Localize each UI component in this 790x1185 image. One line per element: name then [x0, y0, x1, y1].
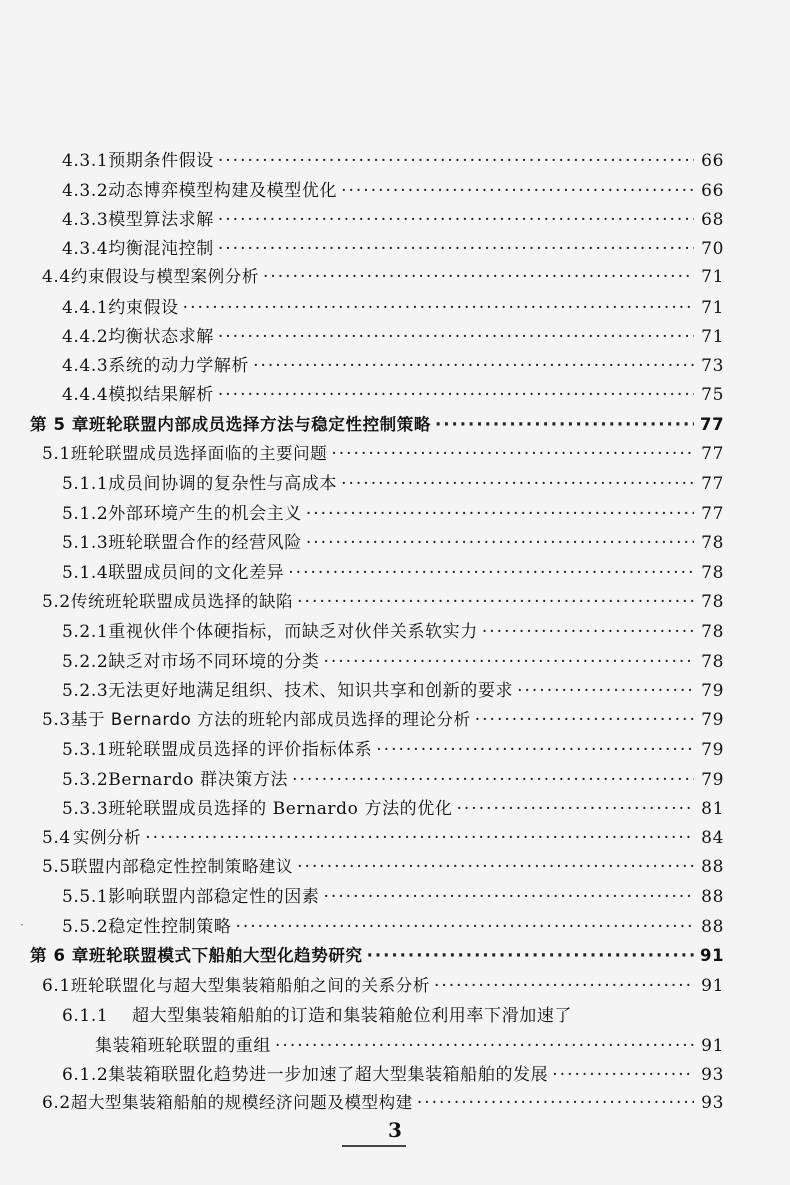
toc-entry-number: 5.3 — [42, 710, 71, 730]
toc-entry-page: 68 — [701, 210, 724, 230]
toc-entry-title: 集装箱班轮联盟的重组 — [95, 1036, 272, 1056]
toc-entry-number: 5.1 — [42, 444, 71, 464]
leader-dots — [482, 622, 694, 642]
toc-entry-page: 84 — [701, 828, 724, 848]
toc-entry-number: 5.2.3 — [62, 681, 109, 701]
toc-entry-page: 79 — [701, 710, 724, 730]
toc-entry-number: 5.2.1 — [62, 622, 109, 642]
toc-entry-title: 超大型集装箱船舶的规模经济问题及模型构建 — [70, 1093, 413, 1112]
leader-dots — [435, 415, 694, 434]
leader-dots — [376, 740, 694, 760]
toc-entry-title: 班轮联盟内部成员选择方法与稳定性控制策略 — [88, 415, 431, 434]
leader-dots — [552, 1065, 694, 1085]
leader-dots — [434, 976, 694, 996]
toc-entry-page: 77 — [701, 504, 724, 524]
toc-entry-number: 4.3.1 — [62, 151, 109, 171]
leader-dots — [183, 298, 694, 318]
leader-dots — [218, 151, 694, 171]
toc-entry-title: 约束假设 — [108, 298, 179, 318]
toc-entry-page: 88 — [701, 917, 724, 937]
toc-entry-page: 81 — [701, 799, 724, 819]
scan-mark: · — [20, 918, 24, 932]
toc-entry-page: 93 — [701, 1093, 724, 1113]
toc-entry — [62, 676, 724, 701]
toc-entry-title: 缺乏对市场不同环境的分类 — [108, 652, 320, 672]
toc-entry-number: 5.3.2 — [62, 770, 109, 790]
toc-entry-page: 66 — [701, 151, 724, 171]
toc-entry — [62, 380, 724, 405]
toc-chapter — [30, 411, 724, 435]
toc-entry-title: 班轮联盟成员选择的评价指标体系 — [108, 740, 373, 760]
toc-entry-page: 88 — [701, 857, 724, 877]
toc-entry — [42, 824, 724, 848]
toc-entry — [42, 1089, 724, 1113]
toc-entry — [62, 558, 724, 583]
toc-entry-number: 第 6 章 — [30, 946, 89, 965]
toc-entry — [62, 1001, 724, 1026]
toc-entry-title: 无法更好地满足组织、技术、知识共享和创新的要求 — [108, 681, 514, 701]
toc-entry-page: 78 — [701, 592, 724, 612]
toc-entry-number: 5.4 — [42, 828, 71, 848]
toc-entry — [62, 234, 724, 259]
toc-entry-number: 5.3.1 — [62, 740, 109, 760]
toc-entry — [62, 1060, 724, 1085]
toc-entry-number: 5.1.3 — [62, 533, 109, 553]
toc-entry-title: 模型算法求解 — [108, 210, 214, 230]
toc-entry-title: 联盟内部稳定性控制策略建议 — [70, 857, 294, 876]
toc-entry — [62, 617, 724, 642]
toc-entry-page: 71 — [701, 298, 724, 318]
leader-dots — [341, 181, 694, 201]
toc-entry — [62, 765, 724, 790]
toc-entry-number: 5.1.1 — [62, 474, 109, 494]
toc-entry-page: 78 — [701, 652, 724, 672]
toc-entry-number: 4.3.2 — [62, 181, 109, 201]
toc-entry-title: 稳定性控制策略 — [108, 917, 232, 937]
toc-entry-title: 集装箱联盟化趋势进一步加速了超大型集装箱船舶的发展 — [108, 1065, 549, 1085]
toc-entry-page: 73 — [701, 356, 724, 376]
toc-entry — [62, 528, 724, 553]
toc-entry — [42, 706, 724, 730]
toc-entry — [62, 912, 724, 937]
toc-entry — [62, 469, 724, 494]
toc-entry-page: 66 — [701, 181, 724, 201]
toc-entry — [62, 293, 724, 318]
toc-entry-number: 6.1.1 — [62, 1006, 109, 1026]
leader-dots — [517, 681, 694, 701]
toc-entry-number: 4.4 — [42, 267, 71, 287]
toc-entry-title: 班轮联盟化与超大型集装箱船舶之间的关系分析 — [70, 976, 430, 995]
toc-entry-continuation — [62, 1031, 724, 1056]
toc-entry-page: 77 — [701, 474, 724, 494]
toc-entry-page: 71 — [701, 267, 724, 287]
toc-entry-number: 5.2 — [42, 592, 71, 612]
leader-dots — [367, 946, 694, 965]
toc-entry-number: 4.3.3 — [62, 210, 109, 230]
toc-entry-number: 4.4.1 — [62, 298, 109, 318]
page-number: 3 — [388, 1118, 402, 1142]
toc-entry-page: 78 — [701, 563, 724, 583]
toc-entry-number: 第 5 章 — [30, 415, 89, 434]
toc-entry-title: 超大型集装箱船舶的订造和集装箱舱位利用率下滑加速了 — [132, 1006, 572, 1026]
leader-dots — [306, 504, 694, 524]
toc-entry — [62, 351, 724, 376]
leader-dots — [218, 327, 694, 347]
toc-entry-page: 91 — [700, 946, 725, 965]
leader-dots — [218, 210, 694, 230]
leader-dots — [235, 917, 694, 937]
toc-entry — [42, 588, 724, 612]
toc-entry-title: 传统班轮联盟成员选择的缺陷 — [70, 592, 294, 611]
leader-dots — [297, 857, 694, 877]
leader-dots — [331, 444, 694, 464]
toc-entry-title: 基于 Bernardo 方法的班轮内部成员选择的理论分析 — [70, 710, 471, 729]
toc-entry-page: 77 — [700, 415, 725, 434]
toc-entry-page: 79 — [701, 681, 724, 701]
leader-dots — [292, 770, 694, 790]
toc-entry-page: 79 — [701, 740, 724, 760]
toc-entry-title: 预期条件假设 — [108, 151, 214, 171]
toc-entry-page: 77 — [701, 444, 724, 464]
leader-dots — [145, 828, 694, 848]
toc-entry-title: 班轮联盟成员选择面临的主要问题 — [70, 444, 328, 463]
leader-dots — [288, 563, 694, 583]
toc-entry-title: 班轮联盟合作的经营风险 — [108, 533, 302, 553]
toc-entry-number: 5.5.2 — [62, 917, 109, 937]
toc-entry-title: 班轮联盟成员选择的 Bernardo 方法的优化 — [108, 799, 453, 819]
toc-entry-title: 系统的动力学解析 — [108, 356, 250, 376]
toc-entry — [42, 853, 724, 877]
leader-dots — [341, 474, 694, 494]
leader-dots — [297, 592, 694, 612]
toc-entry-page: 70 — [701, 239, 724, 259]
toc-entry-page: 75 — [701, 385, 724, 405]
toc-entry — [62, 735, 724, 760]
toc-entry — [62, 146, 724, 171]
toc-entry-number: 5.2.2 — [62, 652, 109, 672]
leader-dots — [218, 385, 694, 405]
toc-entry-title: 外部环境产生的机会主义 — [108, 504, 302, 524]
toc-entry-number: 5.1.2 — [62, 504, 109, 524]
toc-entry-title: 均衡混沌控制 — [108, 239, 214, 259]
toc-entry-page: 91 — [701, 976, 724, 996]
toc-chapter — [30, 942, 724, 966]
toc-entry-page: 78 — [701, 622, 724, 642]
leader-dots — [306, 533, 694, 553]
toc-entry-page: 71 — [701, 327, 724, 347]
toc-entry-page: 91 — [701, 1036, 724, 1056]
toc-entry-title: 联盟成员间的文化差异 — [108, 563, 285, 583]
toc-entry-title: 均衡状态求解 — [108, 327, 214, 347]
toc-entry-title: 动态博弈模型构建及模型优化 — [108, 181, 338, 201]
toc-entry — [42, 440, 724, 464]
leader-dots — [323, 887, 694, 907]
toc-entry-title: 成员间协调的复杂性与高成本 — [108, 474, 338, 494]
toc-entry-number: 6.1 — [42, 976, 71, 996]
page-number-underline — [342, 1145, 406, 1147]
toc-entry-page: 88 — [701, 887, 724, 907]
toc-entry-number: 5.3.3 — [62, 799, 109, 819]
leader-dots — [218, 239, 694, 259]
leader-dots — [475, 710, 694, 730]
toc-entry — [62, 882, 724, 907]
toc-entry — [62, 499, 724, 524]
toc-entry-page: 93 — [701, 1065, 724, 1085]
toc-entry-number: 6.2 — [42, 1093, 71, 1113]
leader-dots — [417, 1093, 694, 1113]
toc-entry-number: 4.4.2 — [62, 327, 109, 347]
toc-entry-number: 5.1.4 — [62, 563, 109, 583]
toc-entry — [62, 322, 724, 347]
toc-entry-number: 4.4.3 — [62, 356, 109, 376]
toc-entry-title: 模拟结果解析 — [108, 385, 214, 405]
toc-entry-page: 78 — [701, 533, 724, 553]
toc-entry-title: 影响联盟内部稳定性的因素 — [108, 887, 320, 907]
toc-entry-number: 4.3.4 — [62, 239, 109, 259]
leader-dots — [323, 652, 694, 672]
toc-entry-number: 5.5.1 — [62, 887, 109, 907]
toc-entry — [62, 647, 724, 672]
toc-entry-number: 4.4.4 — [62, 385, 109, 405]
toc-entry — [62, 794, 724, 819]
toc-entry — [62, 176, 724, 201]
toc-entry-page: 79 — [701, 770, 724, 790]
toc-entry-title: Bernardo 群决策方法 — [108, 770, 289, 790]
toc-entry-title: 重视伙伴个体硬指标，而缺乏对伙伴关系软实力 — [108, 622, 478, 642]
toc-entry-title: 实例分析 — [72, 828, 142, 847]
toc-entry-title: 班轮联盟模式下船舶大型化趋势研究 — [88, 946, 363, 965]
toc-entry — [42, 972, 724, 996]
toc-entry — [62, 205, 724, 230]
leader-dots — [275, 1036, 694, 1056]
toc-entry — [42, 263, 724, 287]
leader-dots — [456, 799, 694, 819]
toc-entry-number: 6.1.2 — [62, 1065, 109, 1085]
toc-entry-title: 约束假设与模型案例分析 — [70, 267, 259, 286]
leader-dots — [253, 356, 694, 376]
leader-dots — [263, 267, 694, 287]
toc-entry-number: 5.5 — [42, 857, 71, 877]
